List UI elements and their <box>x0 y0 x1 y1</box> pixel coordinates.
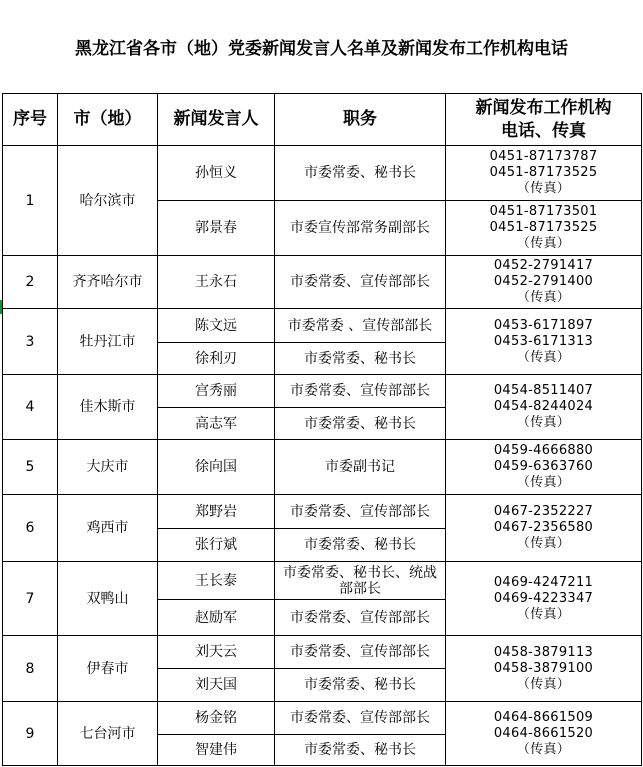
header-phone-line1: 新闻发布工作机构 <box>475 97 612 118</box>
seq-cell: 7 <box>3 562 58 636</box>
seq-cell: 5 <box>3 440 58 495</box>
header-city: 市（地） <box>58 94 158 146</box>
page-title: 黑龙江省各市（地）党委新闻发言人名单及新闻发布工作机构电话 <box>75 38 568 59</box>
phone-line: 0453-6171897 <box>493 317 594 333</box>
position-cell: 市委常委、宣传部部长 <box>275 256 446 309</box>
table-row <box>3 636 642 669</box>
fax-label: （传真） <box>516 741 571 757</box>
header-position: 职务 <box>275 94 446 146</box>
seq-cell: 4 <box>3 375 58 440</box>
table-row <box>3 495 642 529</box>
phone-cell <box>446 636 642 702</box>
name-cell: 刘天国 <box>158 669 275 702</box>
fax-label: （传真） <box>516 475 571 490</box>
position-cell: 市委常委、秘书长 <box>275 529 446 562</box>
phone-cell <box>446 440 642 495</box>
phone-cell <box>446 309 642 375</box>
position-cell: 市委常委、秘书长 <box>275 735 446 766</box>
position-cell: 市委常委 、宣传部部长 <box>275 309 446 343</box>
phone-line: 0459-4666880 <box>493 443 594 458</box>
fax-label: （传真） <box>516 290 571 305</box>
table-row <box>3 309 642 343</box>
phone-line: 0459-6363760 <box>493 459 594 474</box>
fax-label: （传真） <box>516 676 571 692</box>
city-cell: 大庆市 <box>58 440 158 495</box>
name-cell: 陈文远 <box>158 309 275 343</box>
table-row <box>3 146 642 201</box>
seq-cell: 6 <box>3 495 58 562</box>
phone-line: 0458-3879113 <box>493 644 594 660</box>
name-cell: 徐利刃 <box>158 343 275 375</box>
phone-line: 0453-6171313 <box>493 333 594 349</box>
city-cell: 鸡西市 <box>58 495 158 562</box>
phone-cell <box>446 146 642 201</box>
name-cell: 王永石 <box>158 256 275 309</box>
position-line: 部部长 <box>339 580 381 597</box>
position-cell: 市委常委、宣传部部长 <box>275 702 446 735</box>
fax-label: （传真） <box>516 606 571 622</box>
name-cell: 杨金铭 <box>158 702 275 735</box>
header-phone <box>446 94 642 146</box>
phone-cell <box>446 201 642 256</box>
city-cell: 七台河市 <box>58 702 158 766</box>
phone-line: 0451-87173525 <box>489 220 598 235</box>
phone-line: 0452-2791417 <box>493 258 594 273</box>
position-cell: 市委常委、秘书长 <box>275 408 446 440</box>
name-cell: 赵励军 <box>158 600 275 636</box>
spokesperson-table <box>2 93 642 766</box>
phone-line: 0464-8661520 <box>493 725 594 741</box>
name-cell: 高志军 <box>158 408 275 440</box>
name-cell: 王长泰 <box>158 562 275 600</box>
phone-line: 0464-8661509 <box>493 709 594 725</box>
position-cell: 市委常委、宣传部部长 <box>275 375 446 408</box>
phone-line: 0469-4223347 <box>493 590 594 606</box>
city-cell: 伊春市 <box>58 636 158 702</box>
seq-cell: 2 <box>3 256 58 309</box>
phone-cell <box>446 495 642 562</box>
position-cell: 市委副书记 <box>275 440 446 495</box>
seq-cell: 3 <box>3 309 58 375</box>
phone-line: 0451-87173787 <box>489 149 598 164</box>
name-cell: 智建伟 <box>158 735 275 766</box>
city-cell: 佳木斯市 <box>58 375 158 440</box>
table-row <box>3 440 642 495</box>
name-cell: 徐向国 <box>158 440 275 495</box>
position-line: 市委常委、秘书长、统战 <box>283 564 437 581</box>
fax-label: （传真） <box>516 236 571 251</box>
position-cell: 市委常委、秘书长 <box>275 146 446 201</box>
position-cell: 市委常委、宣传部部长 <box>275 495 446 529</box>
header-spokesperson: 新闻发言人 <box>158 94 275 146</box>
phone-line: 0467-2356580 <box>493 520 594 535</box>
phone-cell <box>446 702 642 766</box>
phone-line: 0451-87173501 <box>489 204 598 219</box>
city-cell: 牡丹江市 <box>58 309 158 375</box>
name-cell: 刘天云 <box>158 636 275 669</box>
fax-label: （传真） <box>516 181 571 196</box>
position-cell: 市委常委、秘书长 <box>275 669 446 702</box>
name-cell: 孙恒义 <box>158 146 275 201</box>
name-cell: 张行斌 <box>158 529 275 562</box>
seq-cell: 1 <box>3 146 58 256</box>
name-cell: 宫秀丽 <box>158 375 275 408</box>
position-cell: 市委常委、秘书长 <box>275 343 446 375</box>
phone-line: 0451-87173525 <box>489 165 598 180</box>
position-cell <box>275 562 446 600</box>
phone-cell <box>446 375 642 440</box>
phone-line: 0469-4247211 <box>493 574 594 590</box>
phone-cell <box>446 562 642 636</box>
fax-label: （传真） <box>516 415 571 430</box>
position-cell: 市委常委、宣传部部长 <box>275 600 446 636</box>
city-cell: 哈尔滨市 <box>58 146 158 256</box>
name-cell: 郭景春 <box>158 201 275 256</box>
city-cell: 齐齐哈尔市 <box>58 256 158 309</box>
fax-label: （传真） <box>516 349 571 365</box>
phone-line: 0458-3879100 <box>493 660 594 676</box>
fax-label: （传真） <box>516 536 571 551</box>
table-row <box>3 375 642 408</box>
phone-line: 0452-2791400 <box>493 274 594 289</box>
city-cell: 双鸭山 <box>58 562 158 636</box>
table-row <box>3 702 642 735</box>
phone-line: 0454-8244024 <box>493 399 594 414</box>
name-cell: 郑野岩 <box>158 495 275 529</box>
header-seq: 序号 <box>3 94 58 146</box>
header-phone-line2: 电话、传真 <box>501 120 586 141</box>
seq-cell: 9 <box>3 702 58 766</box>
phone-cell <box>446 256 642 309</box>
phone-line: 0467-2352227 <box>493 504 594 519</box>
phone-line: 0454-8511407 <box>493 383 594 398</box>
seq-cell: 8 <box>3 636 58 702</box>
table-row <box>3 562 642 600</box>
position-cell: 市委宣传部常务副部长 <box>275 201 446 256</box>
table-row <box>3 256 642 309</box>
position-cell: 市委常委、宣传部部长 <box>275 636 446 669</box>
